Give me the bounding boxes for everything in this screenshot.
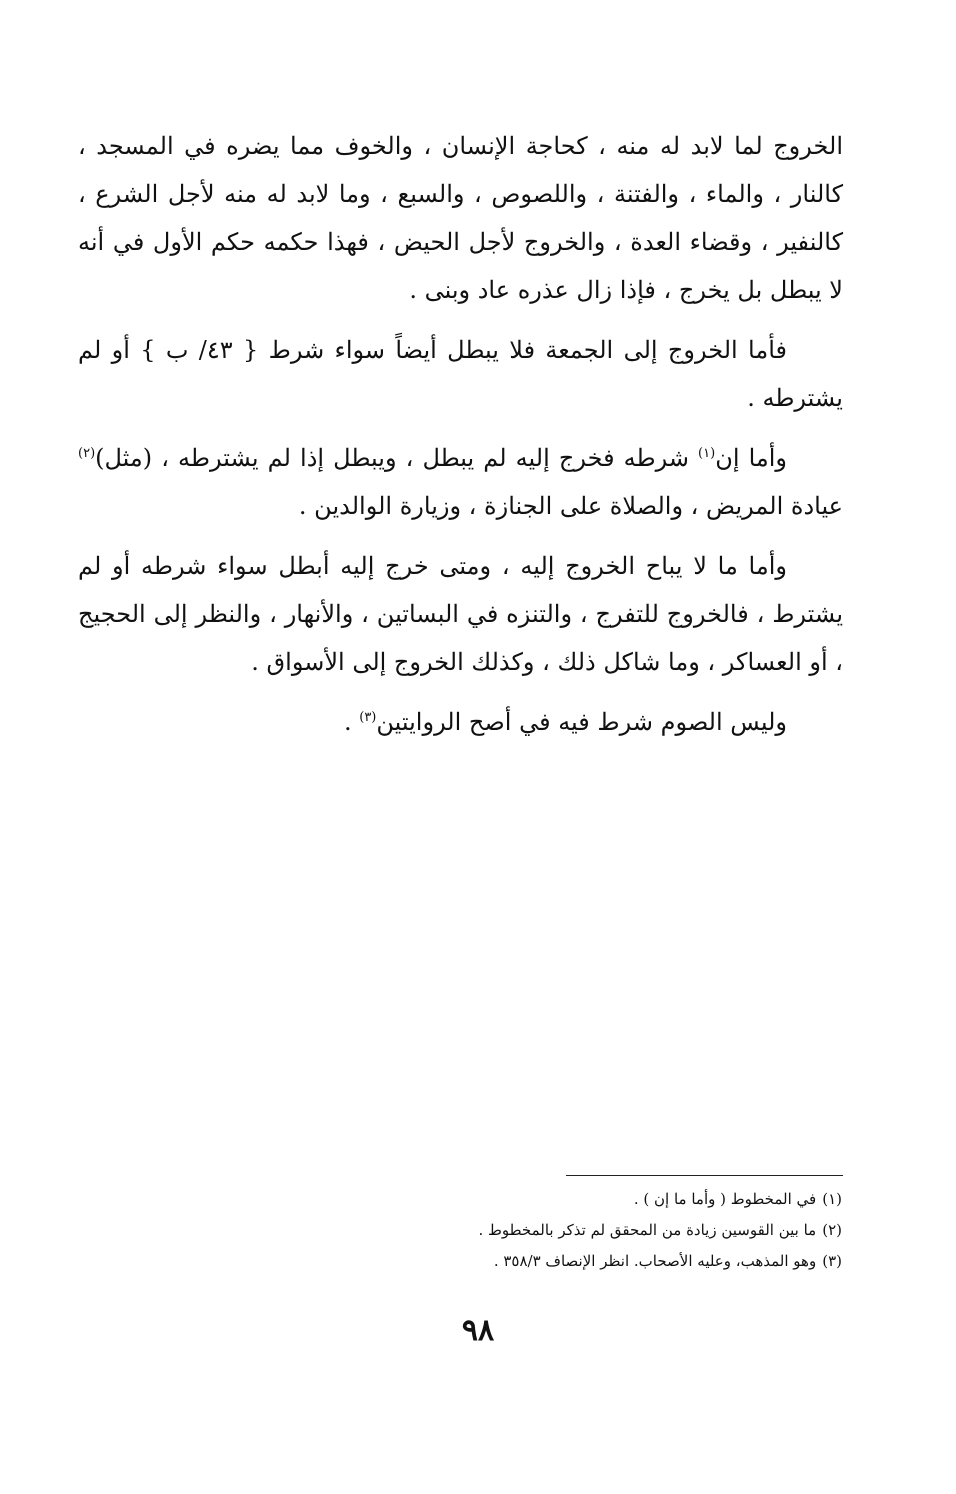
paragraph-5-part-1: وليس الصوم شرط فيه في أصح الروايتين (376, 708, 787, 736)
paragraph-5 (78, 698, 843, 746)
footnote-ref-1[interactable]: (١) (698, 446, 716, 461)
paragraph-3-part-1: وأما إن (715, 444, 787, 472)
main-text (78, 122, 843, 758)
footnote-text: في المخطوط ( وأما ما إن ) . (633, 1190, 817, 1208)
paragraph-3-part-3: عيادة المريض ، والصلاة على الجنازة ، وزيارة الوالدين . (298, 492, 843, 520)
footnote-divider (566, 1175, 843, 1176)
paragraph-3 (78, 434, 843, 530)
footnote-number: (٢) (822, 1221, 842, 1239)
footnote-number: (٣) (822, 1252, 842, 1270)
footnote-2 (300, 1215, 842, 1246)
paragraph-4: وأما ما لا يباح الخروج إليه ، ومتى خرج إليه أبطل سواء شرطه أو لم يشترط ، فالخروج للتفرج ، والتنزه في البساتين ، والأنهار ، والنظر إلى الحجيج ، أو العساكر ، وما شاكل ذلك ، وكذلك الخروج إلى الأسواق . (78, 552, 843, 676)
footnote-text: وهو المذهب، وعليه الأصحاب. انظر الإنصاف ٣٥٨/٣ . (493, 1252, 817, 1270)
footnote-ref-3[interactable]: (٣) (359, 710, 377, 725)
paragraph-2: فأما الخروج إلى الجمعة فلا يبطل أيضاً سواء شرط { ٤٣/ ب } أو لم يشترطه . (78, 336, 843, 412)
page-number: ٩٨ (461, 1313, 495, 1348)
footnotes (300, 1184, 842, 1277)
footnote-ref-2[interactable]: (٢) (78, 446, 96, 461)
footnote-text: ما بين القوسين زيادة من المحقق لم تذكر بالمخطوط . (478, 1221, 817, 1239)
paragraph-3-part-2: شرطه فخرج إليه لم يبطل ، ويبطل إذا لم يشترطه ، (مثل) (95, 444, 699, 472)
footnote-number: (١) (822, 1190, 842, 1208)
footnote-1 (300, 1184, 842, 1215)
footnote-3 (300, 1246, 842, 1277)
paragraph-5-part-2: . (343, 708, 360, 736)
paragraph-1: الخروج لما لابد له منه ، كحاجة الإنسان ، والخوف مما يضره في المسجد ، كالنار ، والماء ، والفتنة ، واللصوص ، والسبع ، وما لابد له منه لأجل الشرع ، كالنفير ، وقضاء العدة ، والخروج لأجل الحيض ، فهذا حكمه حكم الأول في أنه لا يبطل بل يخرج ، فإذا زال عذره عاد وبنى . (78, 132, 843, 304)
